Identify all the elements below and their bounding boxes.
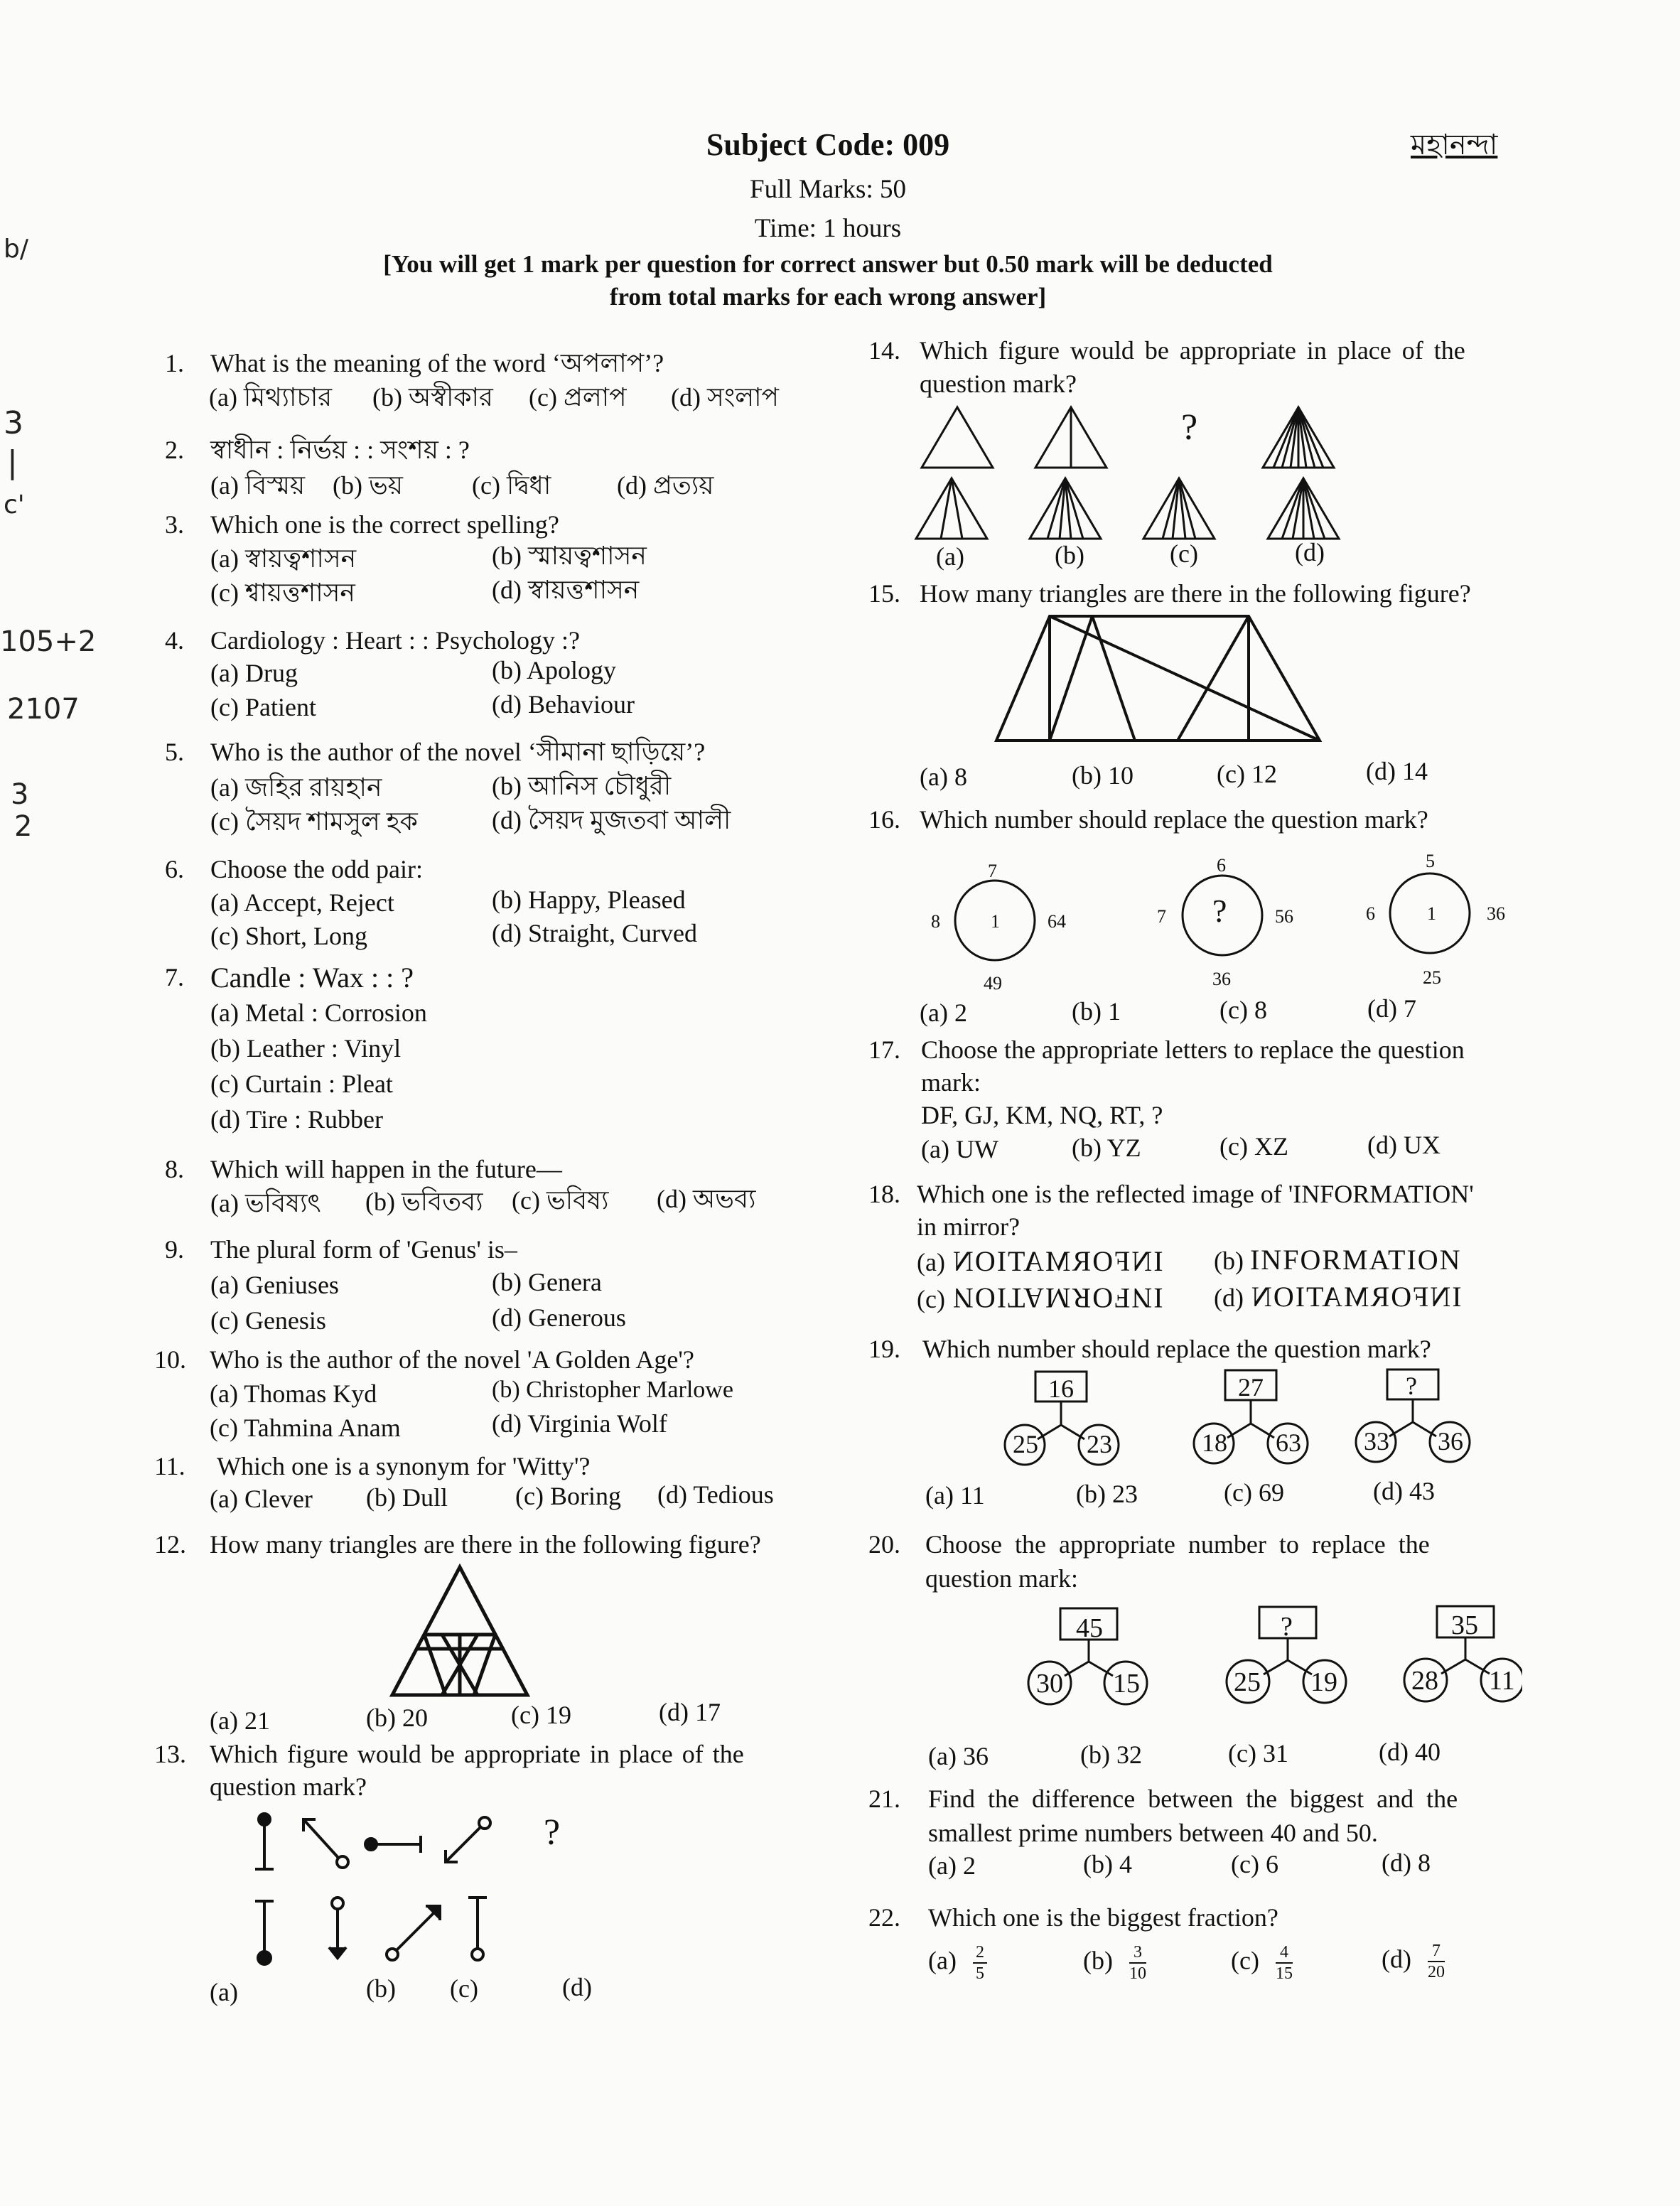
option-b[interactable] [1083, 1942, 1146, 1984]
question-text: Who is the author of the novel 'A Golden Age'? [210, 1345, 694, 1374]
option-c[interactable] [1231, 1942, 1293, 1984]
question-number: 15. [868, 579, 900, 608]
margin-note: c' [4, 490, 25, 520]
question-number: 22. [868, 1903, 900, 1932]
triangle-count-figure-12 [389, 1564, 531, 1699]
option-a[interactable]: (a) Geniuses [210, 1271, 339, 1299]
option-b[interactable]: (b) অস্বীকার [372, 383, 493, 411]
question-text: Which number should replace the question mark? [922, 1335, 1431, 1363]
circle-top-number: 5 [1426, 851, 1435, 871]
option-d[interactable]: (d) 14 [1366, 757, 1428, 785]
reflected-word: INFORMATION [1249, 1244, 1462, 1276]
question-20 [868, 1528, 1536, 1784]
circle-center-number: 1 [1427, 903, 1436, 924]
answer-figures-13 [247, 1890, 602, 1976]
question-number: 11. [154, 1452, 185, 1480]
option-d[interactable]: (d) প্রত্যয় [617, 471, 714, 500]
option-c[interactable]: (c) Curtain : Pleat [210, 1070, 393, 1098]
option-b[interactable]: (b) 20 [366, 1704, 428, 1732]
tree-branch [1389, 1422, 1413, 1436]
option-a[interactable]: (a) ভবিষ্যৎ [210, 1189, 321, 1217]
option-a[interactable]: (a) 11 [925, 1481, 985, 1510]
question-text: Cardiology : Heart : : Psychology :? [210, 626, 580, 655]
option-d[interactable]: (d) স্বায়ত্তশাসন [492, 576, 640, 604]
pin-option-c [387, 1949, 398, 1960]
question-number: 19. [868, 1335, 900, 1363]
circle-center-number: 1 [991, 911, 1000, 932]
option-d[interactable]: (d) UX [1367, 1131, 1441, 1159]
triangle-figure [1282, 407, 1298, 468]
option-b[interactable]: (b) [1055, 541, 1084, 569]
question-mark: ? [544, 1812, 561, 1853]
option-d[interactable]: (d) 40 [1379, 1738, 1441, 1766]
option-label: (b) [1083, 1946, 1113, 1975]
option-c[interactable]: (c) Tahmina Anam [210, 1414, 401, 1442]
margin-note: b/ [4, 235, 28, 264]
option-d[interactable]: (d) সংলাপ [671, 383, 779, 411]
question-number: 6. [165, 855, 184, 883]
question-4 [165, 624, 847, 731]
question-text: How many triangles are there in the following figure? [210, 1530, 761, 1559]
option-d[interactable]: (d) 17 [659, 1698, 721, 1726]
tree-left-number: 25 [1013, 1430, 1038, 1458]
question-6 [165, 853, 847, 959]
option-b[interactable]: (b) 4 [1083, 1850, 1132, 1878]
tree-left-number: 33 [1364, 1427, 1389, 1456]
option-label: (c) [1231, 1946, 1259, 1975]
margin-note: 3 [4, 405, 23, 441]
option-d[interactable]: (d) Straight, Curved [492, 919, 697, 947]
question-text: What is the meaning of the word ‘অপলাপ’? [210, 349, 664, 377]
question-9 [165, 1233, 847, 1340]
circle-right-number: 64 [1048, 911, 1066, 932]
question-text: Which figure would be appropriate in place of the [210, 1740, 744, 1768]
question-text: Which will happen in the future— [210, 1155, 562, 1183]
option-a[interactable]: (a) 8 [920, 763, 967, 791]
question-15 [868, 577, 1522, 790]
option-label: (d) [1382, 1944, 1411, 1974]
option-b[interactable]: (b) Happy, Pleased [492, 886, 686, 914]
question-2 [165, 434, 847, 505]
question-number: 21. [868, 1785, 900, 1813]
option-a[interactable]: (a) মিথ্যাচার [209, 383, 333, 411]
question-text-line2: question mark? [210, 1772, 367, 1801]
question-5 [165, 736, 847, 842]
question-number: 17. [868, 1035, 900, 1064]
question-number: 8. [165, 1155, 184, 1183]
mirrored-word: INFORMATION [951, 1245, 1163, 1277]
tree-left-number: 18 [1202, 1428, 1227, 1457]
option-c[interactable]: (c) সৈয়দ শামসুল হক [210, 807, 418, 836]
question-16 [868, 803, 1522, 1045]
option-b[interactable]: (b) [366, 1974, 396, 2003]
option-label: (d) [1214, 1284, 1244, 1312]
option-b[interactable]: (b) স্মায়ত্বশাসন [492, 542, 647, 570]
question-number: 9. [165, 1235, 184, 1264]
circle-right-number: 36 [1487, 903, 1505, 924]
trapezoid-outline [996, 616, 1320, 741]
question-text: How many triangles are there in the following figure? [920, 579, 1471, 608]
option-b[interactable] [1214, 1243, 1462, 1278]
option-c[interactable]: (c) 69 [1224, 1478, 1284, 1507]
question-1 [165, 347, 847, 418]
question-text: Which one is a synonym for 'Witty'? [217, 1452, 591, 1480]
option-a[interactable] [928, 1942, 987, 1984]
question-text: Which figure would be appropriate in place of the [920, 336, 1465, 365]
question-number: 7. [165, 963, 184, 991]
option-d[interactable] [1382, 1941, 1445, 1982]
question-22 [868, 1901, 1536, 2008]
letter-series: DF, GJ, KM, NQ, RT, ? [921, 1101, 1163, 1129]
option-d[interactable]: (d) Generous [492, 1303, 626, 1332]
option-c[interactable]: (c) [1170, 539, 1198, 568]
circle-top-number: 6 [1217, 855, 1226, 876]
figure-line [424, 1635, 446, 1695]
question-number: 14. [868, 336, 900, 365]
margin-note: 105+2 [0, 625, 97, 658]
option-d[interactable]: (d) 7 [1367, 994, 1416, 1023]
pin-option-d [472, 1949, 483, 1960]
option-d[interactable]: (d) Tire : Rubber [210, 1105, 383, 1134]
question-11 [154, 1450, 847, 1521]
tree-top-number: 35 [1451, 1610, 1478, 1640]
question-text: Candle : Wax : : ? [210, 962, 414, 994]
question-8 [165, 1153, 847, 1224]
option-d[interactable]: (d) [562, 1973, 592, 2001]
tree-right-number: 23 [1087, 1430, 1112, 1458]
option-b[interactable]: (b) Dull [366, 1483, 448, 1512]
question-number: 13. [154, 1740, 186, 1768]
question-text-line2: smallest prime numbers between 40 and 50. [928, 1819, 1378, 1847]
option-d[interactable]: (d) Tedious [657, 1480, 774, 1509]
option-d[interactable]: (d) 43 [1373, 1477, 1435, 1505]
option-d[interactable]: (d) Behaviour [492, 690, 635, 719]
tree-right-number: 36 [1438, 1427, 1463, 1456]
marking-note-line2: from total marks for each wrong answer] [609, 283, 1047, 311]
circle-left-number: 7 [1157, 906, 1166, 927]
numerator: 2 [973, 1942, 987, 1964]
option-a[interactable]: (a) Clever [210, 1485, 313, 1513]
numerator: 3 [1129, 1942, 1146, 1964]
option-b[interactable]: (b) 10 [1072, 761, 1134, 790]
option-a[interactable]: (a) স্বায়ত্বশাসন [210, 544, 357, 573]
option-c[interactable] [917, 1281, 1163, 1316]
margin-note: 3 [11, 778, 29, 811]
question-17 [868, 1033, 1536, 1175]
option-a[interactable] [917, 1244, 1163, 1279]
question-number: 3. [165, 510, 184, 539]
denominator: 20 [1427, 1963, 1445, 1981]
question-10 [154, 1343, 847, 1450]
tree-top-number: 45 [1076, 1613, 1103, 1643]
question-text: Choose the appropriate letters to replace the question [921, 1035, 1465, 1064]
question-19 [868, 1333, 1536, 1517]
marking-note-line1: [You will get 1 mark per question for correct answer but 0.50 mark will be deducted [383, 250, 1273, 278]
option-label: (c) [917, 1285, 945, 1313]
option-d[interactable]: (d) 8 [1382, 1849, 1431, 1877]
fraction [973, 1942, 987, 1984]
option-c[interactable]: (c) Boring [515, 1482, 621, 1510]
option-a[interactable]: (a) 2 [920, 999, 967, 1027]
question-21 [868, 1782, 1536, 1889]
option-c[interactable]: (c) দ্বিধা [472, 471, 551, 500]
answer-figures-14 [912, 475, 1367, 542]
fraction [1129, 1942, 1146, 1984]
question-13 [154, 1738, 847, 2015]
option-c[interactable]: (c) 31 [1228, 1739, 1288, 1768]
option-a[interactable]: (a) বিস্ময় [210, 471, 306, 500]
question-number: 18. [868, 1180, 900, 1208]
pin-symbol [446, 1827, 480, 1862]
option-c[interactable]: (c) প্রলাপ [529, 383, 627, 411]
figure-line [1178, 616, 1249, 741]
question-12 [154, 1528, 847, 1741]
option-c[interactable]: (c) [450, 1974, 478, 2003]
margin-note: 2 [14, 810, 33, 843]
question-text: Choose the odd pair: [210, 855, 423, 883]
question-text: Choose the appropriate number to replace the [925, 1530, 1430, 1559]
circle-right-number: 56 [1275, 906, 1293, 927]
tree-left-number: 25 [1234, 1667, 1261, 1697]
option-d[interactable]: (d) সৈয়দ মুজতবা আলী [492, 806, 731, 834]
option-label: (b) [1214, 1247, 1244, 1275]
tree-right-number: 19 [1310, 1667, 1337, 1697]
pin-symbol [337, 1856, 348, 1868]
fraction [1276, 1942, 1293, 1984]
question-text-line2: question mark: [925, 1564, 1078, 1593]
tree-right-number: 15 [1113, 1669, 1140, 1699]
option-a[interactable]: (a) [936, 542, 964, 571]
tree-top-number: ? [1281, 1612, 1293, 1642]
option-b[interactable]: (b) ভয় [333, 471, 404, 500]
question-number: 2. [165, 436, 184, 464]
option-b[interactable]: (b) Christopher Marlowe [492, 1377, 733, 1403]
option-c[interactable]: (c) 19 [511, 1701, 571, 1729]
option-b[interactable]: (b) Leather : Vinyl [210, 1034, 402, 1062]
circle-top-number: 7 [988, 861, 997, 881]
figure-line [1050, 616, 1320, 741]
question-text: স্বাধীন : নির্ভয় : : সংশয় : ? [210, 436, 470, 464]
option-d[interactable]: (d) [1295, 538, 1325, 566]
tree-branch [1413, 1422, 1436, 1436]
option-a[interactable]: (a) Metal : Corrosion [210, 999, 427, 1027]
reflected-word: INFORMATION [951, 1282, 1163, 1314]
option-a[interactable]: (a) 21 [210, 1706, 270, 1735]
option-c[interactable]: (c) XZ [1219, 1132, 1288, 1161]
question-number: 4. [165, 626, 184, 655]
question-3 [165, 508, 847, 615]
question-7 [165, 961, 847, 1139]
option-c[interactable]: (c) Genesis [210, 1306, 326, 1335]
option-b[interactable]: (b) ভবিতব্য [365, 1188, 483, 1216]
tree-branch [1227, 1424, 1251, 1438]
option-d[interactable]: (d) অভব্য [657, 1185, 756, 1213]
option-b[interactable]: (b) Apology [492, 656, 616, 684]
option-a[interactable]: (a) [210, 1978, 238, 2006]
question-number: 20. [868, 1530, 900, 1559]
question-number: 16. [868, 805, 900, 834]
margin-note: | [7, 444, 18, 480]
option-b[interactable]: (b) YZ [1072, 1134, 1141, 1162]
tree-left-number: 28 [1411, 1666, 1438, 1696]
figure-line [474, 1635, 495, 1695]
numerator: 7 [1428, 1941, 1445, 1962]
question-text: Which number should replace the question mark? [920, 805, 1428, 834]
tree-right-number: 11 [1489, 1666, 1515, 1696]
option-c[interactable]: (c) ভবিষ্য [512, 1186, 609, 1215]
option-a[interactable]: (a) Accept, Reject [210, 888, 394, 917]
triangle-figure [1298, 407, 1315, 468]
option-d[interactable] [1214, 1280, 1462, 1315]
question-text-line2: mark: [921, 1068, 981, 1097]
numerator: 4 [1276, 1942, 1293, 1964]
denominator: 5 [975, 1964, 984, 1983]
triangle-count-figure-15 [993, 613, 1327, 748]
tree-left-number: 30 [1036, 1669, 1063, 1699]
option-c[interactable]: (c) শ্বায়ত্তশাসন [210, 579, 355, 607]
option-a[interactable]: (a) জহির রায়হান [210, 773, 382, 802]
option-c[interactable]: (c) Short, Long [210, 922, 367, 950]
subject-code: Subject Code: 009 [706, 127, 950, 162]
question-text-line2: question mark? [920, 370, 1077, 398]
option-c[interactable]: (c) 6 [1231, 1850, 1278, 1878]
tree-top-number: 16 [1048, 1374, 1074, 1403]
option-c[interactable]: (c) 8 [1219, 996, 1267, 1024]
option-a[interactable]: (a) 2 [928, 1851, 976, 1880]
question-number: 10. [154, 1345, 186, 1374]
full-marks: Full Marks: 50 [750, 175, 906, 204]
tree-right-number: 63 [1276, 1428, 1301, 1457]
question-number: 5. [165, 738, 184, 766]
option-a[interactable]: (a) Drug [210, 659, 298, 687]
option-b[interactable]: (b) আনিস চৌধুরী [492, 772, 672, 800]
triangle-option-a [916, 478, 987, 539]
unit-name: মহানন্দা [1411, 129, 1498, 161]
option-b[interactable]: (b) 32 [1080, 1740, 1142, 1769]
question-14 [868, 334, 1522, 576]
tree-top-number: ? [1406, 1372, 1417, 1400]
question-text-line2: in mirror? [917, 1212, 1020, 1241]
circle-bottom-number: 25 [1423, 967, 1441, 988]
pin-option-a [258, 1952, 271, 1964]
circle-left-number: 8 [931, 911, 940, 932]
figure-line [1092, 616, 1135, 741]
question-18 [868, 1178, 1536, 1320]
margin-note: 2107 [7, 693, 80, 726]
pin-option-b [329, 1947, 346, 1958]
pin-option-c [397, 1908, 438, 1950]
circle-center-number: ? [1212, 893, 1227, 929]
reflected-word: INFORMATION [1249, 1281, 1462, 1313]
tree-top-number: 27 [1238, 1373, 1264, 1401]
question-text: Which one is the biggest fraction? [928, 1903, 1278, 1932]
option-d[interactable]: (d) Virginia Wolf [492, 1409, 667, 1438]
option-c[interactable]: (c) 12 [1217, 760, 1277, 788]
question-mark: ? [1181, 407, 1198, 448]
option-label: (a) [917, 1248, 945, 1276]
option-c[interactable]: (c) Patient [210, 693, 316, 721]
triangle-figure [922, 407, 993, 468]
pin-symbol [303, 1819, 339, 1858]
option-label: (a) [928, 1946, 957, 1975]
denominator: 10 [1129, 1964, 1146, 1983]
sequence-figure-14 [918, 404, 1366, 471]
exam-time: Time: 1 hours [754, 214, 902, 243]
option-b[interactable]: (b) 23 [1076, 1480, 1138, 1508]
option-a[interactable]: (a) UW [921, 1135, 998, 1163]
fraction [1428, 1941, 1445, 1982]
pin-symbol [479, 1817, 490, 1829]
option-b[interactable]: (b) 1 [1072, 997, 1121, 1026]
question-text: Which one is the correct spelling? [210, 510, 559, 539]
option-a[interactable]: (a) 36 [928, 1742, 989, 1770]
question-text: Who is the author of the novel ‘সীমানা ছাড়িয়ে’? [210, 738, 706, 766]
question-text: The plural form of 'Genus' is– [210, 1235, 517, 1264]
question-text: Which one is the reflected image of 'INFORMATION' [917, 1180, 1474, 1208]
tree-branch [1251, 1424, 1274, 1438]
denominator: 15 [1275, 1964, 1293, 1983]
question-text: Find the difference between the biggest and the [928, 1785, 1458, 1813]
option-a[interactable]: (a) Thomas Kyd [210, 1379, 377, 1408]
circle-bottom-number: 49 [984, 973, 1002, 994]
circle-left-number: 6 [1366, 903, 1375, 924]
question-number: 1. [165, 349, 184, 377]
figure-line [1050, 616, 1092, 741]
option-b[interactable]: (b) Genera [492, 1268, 602, 1296]
pin-option-b [332, 1898, 343, 1909]
circle-bottom-number: 36 [1212, 969, 1231, 989]
question-number: 12. [154, 1530, 186, 1559]
